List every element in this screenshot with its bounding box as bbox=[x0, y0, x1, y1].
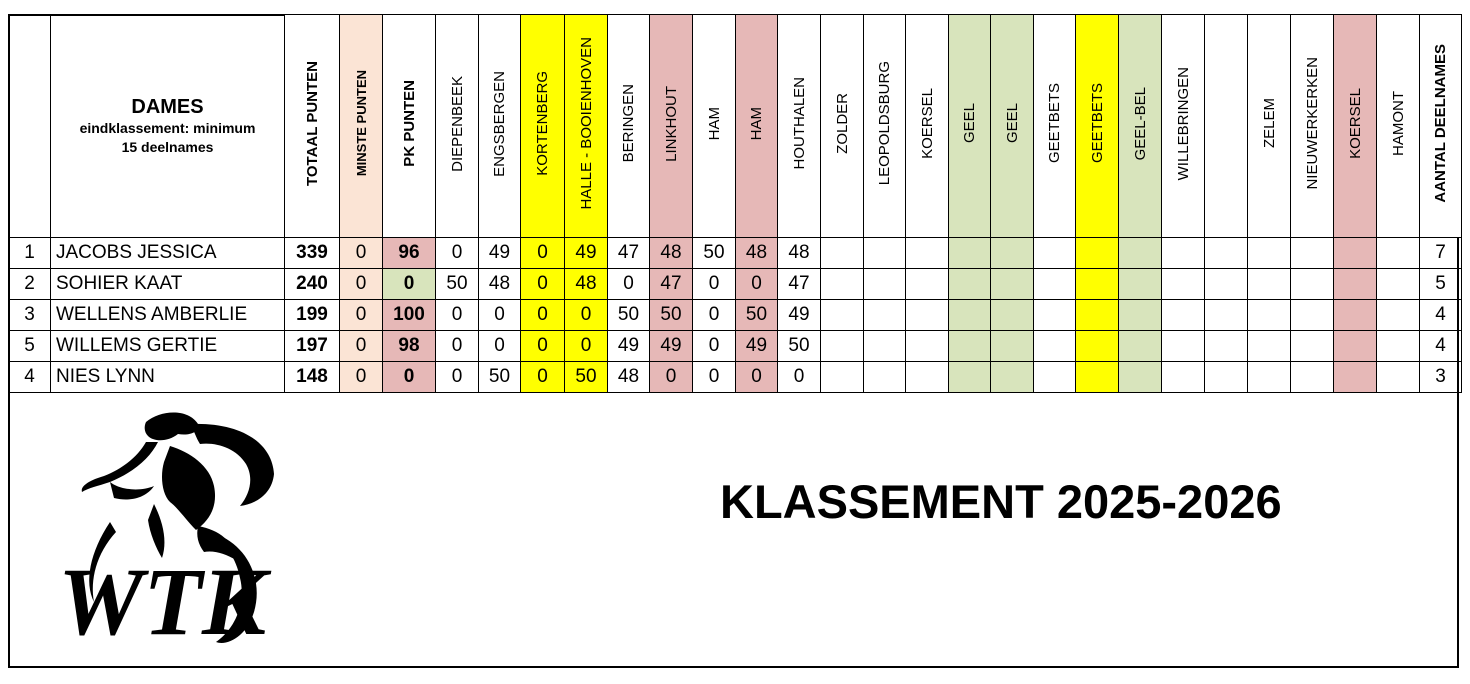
race-points-cell bbox=[949, 362, 991, 393]
column-header-10 bbox=[736, 15, 778, 238]
name-cell: JACOBS JESSICA bbox=[51, 238, 285, 269]
total-points-cell: 199 bbox=[285, 300, 340, 331]
race-points-cell bbox=[821, 362, 864, 393]
race-points-cell bbox=[864, 362, 906, 393]
column-header-label: BERINGEN bbox=[620, 84, 637, 163]
minste-points-cell: 0 bbox=[340, 269, 383, 300]
column-header-24 bbox=[1334, 15, 1377, 238]
race-points-cell: 49 bbox=[650, 331, 693, 362]
race-points-cell: 0 bbox=[521, 362, 565, 393]
column-header-19 bbox=[1119, 15, 1162, 238]
column-header-4 bbox=[479, 15, 521, 238]
race-points-cell bbox=[1205, 362, 1248, 393]
race-points-cell bbox=[1034, 362, 1076, 393]
race-points-cell: 0 bbox=[521, 300, 565, 331]
column-header-label: HAM bbox=[748, 106, 765, 141]
race-points-cell: 50 bbox=[436, 269, 479, 300]
name-cell: SOHIER KAAT bbox=[51, 269, 285, 300]
race-points-cell: 0 bbox=[565, 331, 608, 362]
race-points-cell bbox=[1291, 238, 1334, 269]
race-points-cell: 49 bbox=[778, 300, 821, 331]
column-header-label: GEETBETS bbox=[1046, 83, 1063, 164]
column-header-20 bbox=[1162, 15, 1205, 238]
race-points-cell bbox=[906, 300, 949, 331]
race-points-cell: 48 bbox=[736, 238, 778, 269]
column-header-label: GEEL-BEL bbox=[1131, 86, 1149, 161]
column-header-21 bbox=[1205, 15, 1248, 238]
race-points-cell bbox=[1248, 238, 1291, 269]
column-header-18 bbox=[1076, 15, 1119, 238]
race-points-cell bbox=[991, 238, 1034, 269]
column-header-label: GEEL bbox=[961, 103, 978, 144]
race-points-cell: 50 bbox=[650, 300, 693, 331]
race-points-cell bbox=[1248, 362, 1291, 393]
race-points-cell bbox=[864, 238, 906, 269]
column-header-label: WILLEBRINGEN bbox=[1174, 66, 1192, 181]
column-header-15 bbox=[949, 15, 991, 238]
race-points-cell: 47 bbox=[650, 269, 693, 300]
race-points-cell bbox=[1205, 331, 1248, 362]
race-points-cell bbox=[1377, 362, 1420, 393]
column-header-label: LINKHOUT bbox=[662, 85, 680, 162]
race-points-cell: 48 bbox=[650, 238, 693, 269]
race-points-cell: 0 bbox=[608, 269, 650, 300]
table-row bbox=[9, 362, 1462, 393]
race-points-cell: 0 bbox=[693, 362, 736, 393]
race-points-cell: 49 bbox=[565, 238, 608, 269]
minste-points-cell: 0 bbox=[340, 238, 383, 269]
minste-points-cell: 0 bbox=[340, 300, 383, 331]
race-points-cell bbox=[1119, 362, 1162, 393]
total-points-cell: 339 bbox=[285, 238, 340, 269]
race-points-cell bbox=[1377, 331, 1420, 362]
race-points-cell bbox=[906, 362, 949, 393]
race-points-cell bbox=[1334, 362, 1377, 393]
column-header-label: GEEL bbox=[1003, 103, 1021, 144]
standings-table bbox=[8, 14, 1462, 393]
deelnames-cell: 3 bbox=[1420, 362, 1462, 393]
race-points-cell bbox=[1291, 331, 1334, 362]
race-points-cell bbox=[1377, 238, 1420, 269]
race-points-cell: 48 bbox=[778, 238, 821, 269]
race-points-cell: 50 bbox=[608, 300, 650, 331]
pk-points-cell: 0 bbox=[383, 362, 436, 393]
rank-cell: 5 bbox=[9, 331, 51, 362]
rank-cell: 4 bbox=[9, 362, 51, 393]
race-points-cell: 0 bbox=[521, 331, 565, 362]
rank-cell: 1 bbox=[9, 238, 51, 269]
race-points-cell bbox=[821, 300, 864, 331]
race-points-cell bbox=[949, 300, 991, 331]
race-points-cell bbox=[821, 269, 864, 300]
column-header-label: HALLE - BOOIENHOVEN bbox=[577, 37, 595, 210]
race-points-cell bbox=[1291, 269, 1334, 300]
race-points-cell: 50 bbox=[565, 362, 608, 393]
race-points-cell: 0 bbox=[436, 331, 479, 362]
race-points-cell bbox=[991, 362, 1034, 393]
race-points-cell bbox=[1334, 331, 1377, 362]
race-points-cell: 47 bbox=[778, 269, 821, 300]
race-points-cell: 0 bbox=[650, 362, 693, 393]
pk-points-cell: 0 bbox=[383, 269, 436, 300]
column-header-label: GEETBETS bbox=[1088, 83, 1106, 164]
column-header-2 bbox=[383, 15, 436, 238]
column-header-14 bbox=[906, 15, 949, 238]
column-header-7 bbox=[608, 15, 650, 238]
race-points-cell: 48 bbox=[479, 269, 521, 300]
column-header-label: LEOPOLDSBURG bbox=[876, 61, 893, 186]
column-header-13 bbox=[864, 15, 906, 238]
race-points-cell: 0 bbox=[436, 238, 479, 269]
race-points-cell bbox=[864, 300, 906, 331]
column-header-label: DIEPENBEEK bbox=[448, 75, 466, 172]
race-points-cell: 0 bbox=[565, 300, 608, 331]
race-points-cell bbox=[1377, 269, 1420, 300]
header-rank-cell bbox=[9, 15, 51, 238]
subtitle-line-1: eindklassement: minimum bbox=[79, 119, 256, 136]
wtk-cyclist-logo bbox=[50, 402, 280, 652]
column-header-label: KOERSEL bbox=[1346, 88, 1364, 159]
race-points-cell bbox=[1205, 238, 1248, 269]
category-title: DAMES bbox=[131, 95, 204, 118]
name-cell: WELLENS AMBERLIE bbox=[51, 300, 285, 331]
race-points-cell bbox=[1291, 362, 1334, 393]
race-points-cell bbox=[991, 300, 1034, 331]
race-points-cell bbox=[949, 331, 991, 362]
total-points-cell: 148 bbox=[285, 362, 340, 393]
race-points-cell bbox=[1119, 269, 1162, 300]
race-points-cell bbox=[1162, 362, 1205, 393]
race-points-cell bbox=[1291, 300, 1334, 331]
column-header-label: ZOLDER bbox=[833, 93, 851, 154]
column-header-5 bbox=[521, 15, 565, 238]
column-header-label: HAM bbox=[705, 106, 723, 141]
race-points-cell bbox=[1205, 300, 1248, 331]
race-points-cell: 0 bbox=[693, 331, 736, 362]
column-header-17 bbox=[1034, 15, 1076, 238]
minste-points-cell: 0 bbox=[340, 362, 383, 393]
column-header-11 bbox=[778, 15, 821, 238]
column-header-label: HOUTHALEN bbox=[790, 77, 808, 170]
table-row bbox=[9, 331, 1462, 362]
race-points-cell bbox=[1076, 300, 1119, 331]
race-points-cell bbox=[1034, 238, 1076, 269]
total-points-cell: 240 bbox=[285, 269, 340, 300]
race-points-cell bbox=[949, 269, 991, 300]
column-header-label: NIEUWERKERKEN bbox=[1303, 57, 1321, 190]
race-points-cell: 49 bbox=[608, 331, 650, 362]
race-points-cell bbox=[1076, 362, 1119, 393]
race-points-cell bbox=[906, 331, 949, 362]
race-points-cell bbox=[1162, 238, 1205, 269]
column-header-label: ENGSBERGEN bbox=[491, 70, 508, 177]
column-header-23 bbox=[1291, 15, 1334, 238]
race-points-cell: 0 bbox=[479, 300, 521, 331]
column-header-12 bbox=[821, 15, 864, 238]
deelnames-cell: 4 bbox=[1420, 300, 1462, 331]
race-points-cell: 0 bbox=[693, 300, 736, 331]
race-points-cell bbox=[1162, 331, 1205, 362]
race-points-cell bbox=[991, 269, 1034, 300]
rank-cell: 3 bbox=[9, 300, 51, 331]
race-points-cell bbox=[1076, 238, 1119, 269]
column-header-6 bbox=[565, 15, 608, 238]
race-points-cell: 50 bbox=[778, 331, 821, 362]
race-points-cell bbox=[821, 331, 864, 362]
logo-text: WTK bbox=[58, 548, 267, 652]
column-header-label: ZELEM bbox=[1260, 98, 1278, 149]
race-points-cell: 0 bbox=[521, 238, 565, 269]
race-points-cell: 0 bbox=[778, 362, 821, 393]
race-points-cell bbox=[864, 331, 906, 362]
header-title-cell bbox=[51, 15, 285, 238]
column-header-label: TOTAAL PUNTEN bbox=[303, 60, 321, 186]
table-row bbox=[9, 269, 1462, 300]
column-header-25 bbox=[1377, 15, 1420, 238]
column-header-label: AANTAL DEELNAMES bbox=[1432, 44, 1449, 203]
race-points-cell bbox=[1076, 331, 1119, 362]
race-points-cell: 47 bbox=[608, 238, 650, 269]
race-points-cell bbox=[1119, 300, 1162, 331]
column-header-9 bbox=[693, 15, 736, 238]
column-header-16 bbox=[991, 15, 1034, 238]
pk-points-cell: 98 bbox=[383, 331, 436, 362]
season-title: KLASSEMENT 2025-2026 bbox=[720, 475, 1282, 528]
race-points-cell bbox=[1377, 300, 1420, 331]
race-points-cell bbox=[906, 269, 949, 300]
race-points-cell: 49 bbox=[479, 238, 521, 269]
column-header-8 bbox=[650, 15, 693, 238]
race-points-cell bbox=[1248, 331, 1291, 362]
race-points-cell bbox=[1334, 238, 1377, 269]
minste-points-cell: 0 bbox=[340, 331, 383, 362]
column-header-3 bbox=[436, 15, 479, 238]
race-points-cell: 48 bbox=[565, 269, 608, 300]
deelnames-cell: 5 bbox=[1420, 269, 1462, 300]
column-header-label: MINSTE PUNTEN bbox=[353, 70, 369, 177]
race-points-cell bbox=[1034, 331, 1076, 362]
race-points-cell: 50 bbox=[736, 300, 778, 331]
race-points-cell: 0 bbox=[521, 269, 565, 300]
race-points-cell bbox=[821, 238, 864, 269]
race-points-cell bbox=[1119, 331, 1162, 362]
header-row bbox=[9, 15, 1462, 238]
race-points-cell bbox=[1248, 300, 1291, 331]
race-points-cell: 0 bbox=[479, 331, 521, 362]
race-points-cell bbox=[949, 238, 991, 269]
race-points-cell bbox=[1334, 269, 1377, 300]
race-points-cell bbox=[864, 269, 906, 300]
column-header-26 bbox=[1420, 15, 1462, 238]
race-points-cell: 50 bbox=[693, 238, 736, 269]
total-points-cell: 197 bbox=[285, 331, 340, 362]
deelnames-cell: 7 bbox=[1420, 238, 1462, 269]
pk-points-cell: 96 bbox=[383, 238, 436, 269]
race-points-cell: 0 bbox=[693, 269, 736, 300]
race-points-cell: 0 bbox=[736, 362, 778, 393]
race-points-cell bbox=[1248, 269, 1291, 300]
column-header-label: KOERSEL bbox=[918, 88, 936, 159]
table-row bbox=[9, 300, 1462, 331]
race-points-cell: 0 bbox=[736, 269, 778, 300]
race-points-cell bbox=[1119, 238, 1162, 269]
column-header-1 bbox=[340, 15, 383, 238]
race-points-cell bbox=[991, 331, 1034, 362]
race-points-cell: 0 bbox=[436, 300, 479, 331]
subtitle-line-2: 15 deelnames bbox=[121, 138, 214, 155]
race-points-cell bbox=[1205, 269, 1248, 300]
pk-points-cell: 100 bbox=[383, 300, 436, 331]
race-points-cell bbox=[1162, 300, 1205, 331]
name-cell: NIES LYNN bbox=[51, 362, 285, 393]
race-points-cell bbox=[1076, 269, 1119, 300]
race-points-cell bbox=[1334, 300, 1377, 331]
column-header-label: KORTENBERG bbox=[534, 71, 551, 176]
table-row bbox=[9, 238, 1462, 269]
column-header-0 bbox=[285, 15, 340, 238]
race-points-cell: 50 bbox=[479, 362, 521, 393]
race-points-cell bbox=[1162, 269, 1205, 300]
race-points-cell bbox=[1034, 300, 1076, 331]
column-header-22 bbox=[1248, 15, 1291, 238]
race-points-cell bbox=[1034, 269, 1076, 300]
race-points-cell: 0 bbox=[436, 362, 479, 393]
rank-cell: 2 bbox=[9, 269, 51, 300]
deelnames-cell: 4 bbox=[1420, 331, 1462, 362]
column-header-label: PK PUNTEN bbox=[400, 80, 418, 167]
race-points-cell: 48 bbox=[608, 362, 650, 393]
column-header-label: HAMONT bbox=[1389, 91, 1407, 156]
race-points-cell: 49 bbox=[736, 331, 778, 362]
name-cell: WILLEMS GERTIE bbox=[51, 331, 285, 362]
race-points-cell bbox=[906, 238, 949, 269]
